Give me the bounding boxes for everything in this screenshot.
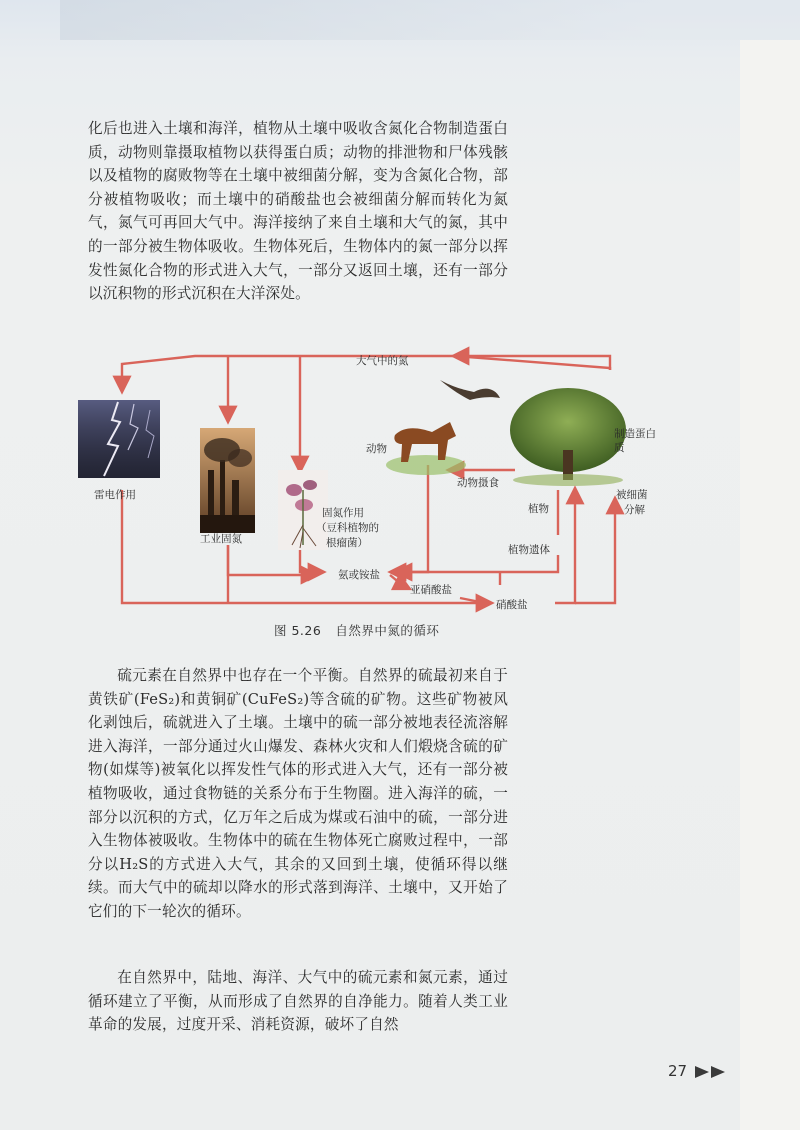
factory-image [200,428,255,533]
label-lightning: 雷电作用 [94,489,136,501]
label-ammonia: 氨或铵盐 [338,569,380,581]
label-atmosphere-nitrogen: 大气中的氮 [356,355,409,367]
horse-image [386,422,466,475]
label-nitrite: 亚硝酸盐 [410,584,452,596]
tree-image [510,388,626,486]
lightning-image [78,400,160,478]
eagle-image [440,380,500,400]
label-animal: 动物 [366,443,387,455]
paragraph-nitrogen-cycle: 化后也进入土壤和海洋，植物从土壤中吸收含氮化合物制造蛋白质，动物则靠摄取植物以获得蛋白质；动物的排泄物和尸体残骸以及植物的腐败物等在土壤中被细菌分解，变为含氮化合物，部分被植物吸收；而土壤中的硝酸盐也会被细菌分解而转化为氮气，氮气可再回大气中。海洋接纳了来自土壤和大气的氮，其中的一部分被生物体吸收。生物体死后，生物体内的氮一部分以挥发性氮化合物的形式进入大气，一部分又返回土壤，还有一部分以沉积物的形式沉积在大洋深处。 [88,120,508,303]
figure-caption [274,621,439,639]
figure-number: 图 5.26 [274,623,322,638]
label-plant: 植物 [528,503,549,515]
arrow-animal-to-ammonia [392,465,428,572]
arrow-fixation-to-ammonia [300,550,322,572]
label-fixation-sub1: （豆科植物的 [316,522,379,534]
label-plant-remains: 植物遗体 [508,544,550,556]
figure-title: 自然界中氮的循环 [335,623,440,638]
label-nitrate: 硝酸盐 [496,599,528,611]
arrow-remains-to-ammonia [398,555,558,572]
arrow-nitrate-to-bacteria [575,500,615,603]
label-fixation: 固氮作用 [322,507,364,519]
label-industrial-fixation: 工业固氮 [200,533,242,545]
label-bacteria-1: 被细菌 [616,489,648,501]
top-shadow [60,0,800,40]
cycle-arrows [60,340,660,630]
label-animal-eating: 动物摄食 [457,477,499,489]
label-make-protein: 制造蛋白质 [614,428,656,454]
arrow-ammonia-to-nitrite [390,575,408,588]
paragraph-self-purification: 在自然界中，陆地、海洋、大气中的硫元素和氮元素，通过循环建立了平衡，从而形成了自然界的自净能力。随着人类工业革命的发展，过度开采、消耗资源，破坏了自然 [88,969,508,1034]
label-bacteria-2: 分解 [624,504,645,516]
nitrogen-cycle-diagram [60,340,660,630]
page-number: 27 [668,1062,688,1080]
label-fixation-sub2: 根瘤菌） [326,537,368,549]
double-arrow-icon [695,1065,729,1079]
arrow-nitrite-to-nitrate [460,598,480,602]
paragraph-sulfur-cycle: 硫元素在自然界中也存在一个平衡。自然界的硫最初来自于黄铁矿(FeS₂)和黄铜矿(CuFeS₂)等含硫的矿物。这些矿物被风化剥蚀后，硫就进入了土壤。土壤中的硫一部分被地表径流溶解进入海洋，一部分通过火山爆发、森林火灾和人们煅烧含硫的矿物(如煤等)被氧化以挥发性气体的形式进入大气，还有一部分被植物吸收，通过食物链的关系分布于生物圈。进入海洋的硫，一部分以沉积的方式，亿万年之后成为煤或石油中的硫，一部分进入生物体被吸收。生物体中的硫在生物体死亡腐败过程中，一部分以H₂S的方式进入大气，其余的又回到土壤，使循环得以继续。而大气中的硫却以降水的形式落到海洋、土壤中，又开始了它们的下一轮次的循环。 [88,667,508,920]
page-margin-band [740,40,800,1130]
legume-plant-image [278,470,328,550]
